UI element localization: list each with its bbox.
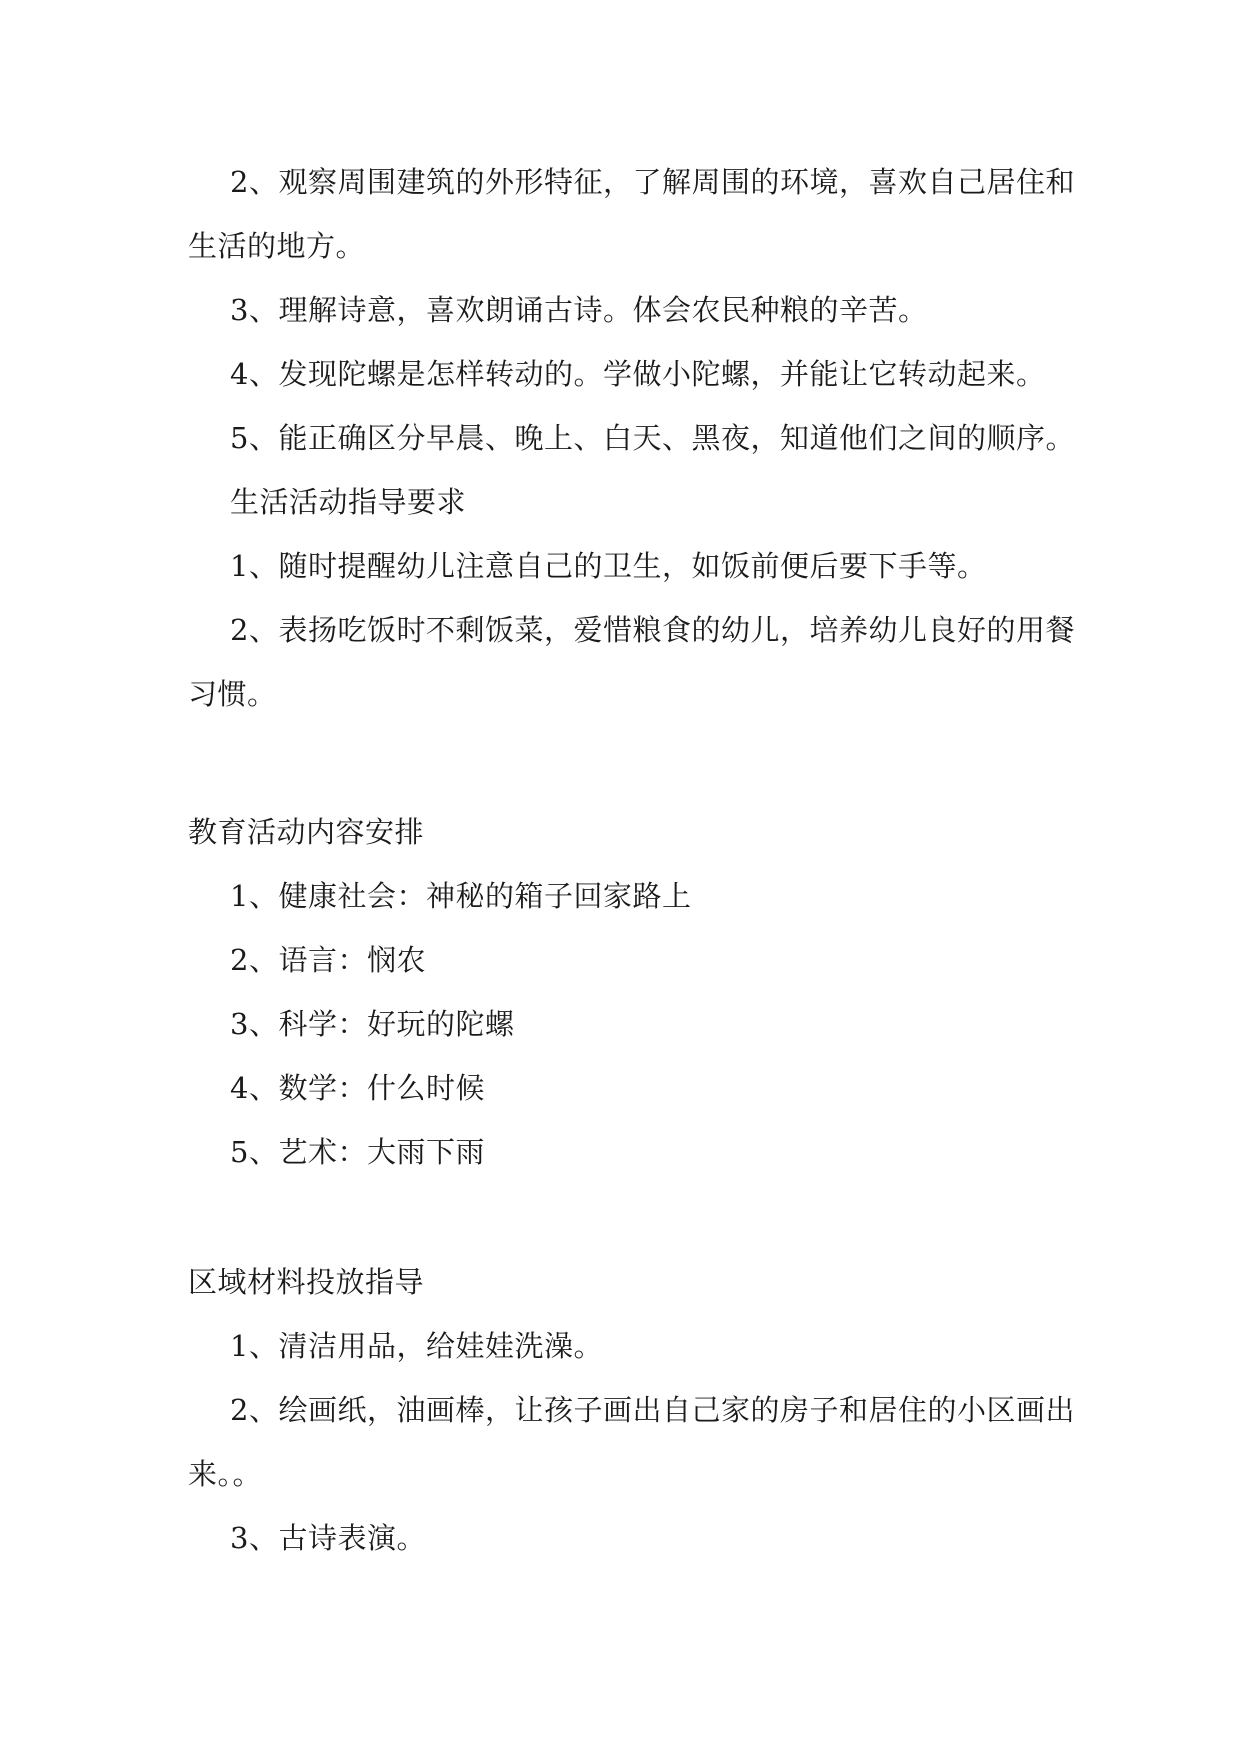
goal-item-4: 4、发现陀螺是怎样转动的。学做小陀螺，并能让它转动起来。: [230, 357, 1046, 391]
education-schedule-item: 5、艺术：大雨下雨: [230, 1135, 485, 1169]
education-schedule-item: 4、数学：什么时候: [230, 1071, 485, 1105]
education-schedule-item: 2、语言：悯农: [230, 943, 426, 977]
education-schedule-item: 3、科学：好玩的陀螺: [230, 1007, 515, 1041]
area-materials-item-3: 3、古诗表演。: [230, 1521, 426, 1555]
goal-item-5: 5、能正确区分早晨、晚上、白天、黑夜，知道他们之间的顺序。: [230, 421, 1075, 455]
life-guidance-item-2-line-2: 习惯。: [188, 677, 277, 711]
area-materials-item-2-line-2: 来。。: [188, 1457, 263, 1491]
education-schedule-heading: 教育活动内容安排: [188, 815, 425, 849]
life-guidance-item-1: 1、随时提醒幼儿注意自己的卫生，如饭前便后要下手等。: [230, 549, 987, 583]
area-materials-item-1: 1、清洁用品，给娃娃洗澡。: [230, 1329, 603, 1363]
life-guidance-heading: 生活活动指导要求: [230, 485, 467, 519]
life-guidance-item-2-line-1: 2、表扬吃饭时不剩饭菜，爱惜粮食的幼儿，培养幼儿良好的用餐: [230, 613, 1075, 647]
area-materials-item-2-line-1: 2、绘画纸，油画棒，让孩子画出自己家的房子和居住的小区画出: [230, 1393, 1075, 1427]
education-schedule-item: 1、健康社会：神秘的箱子回家路上: [230, 879, 692, 913]
area-materials-heading: 区域材料投放指导: [188, 1265, 425, 1299]
goal-item-2-line-2: 生活的地方。: [188, 229, 366, 263]
goal-item-3: 3、理解诗意，喜欢朗诵古诗。体会农民种粮的辛苦。: [230, 293, 928, 327]
goal-item-2-line-1: 2、观察周围建筑的外形特征，了解周围的环境，喜欢自己居住和: [230, 165, 1075, 199]
